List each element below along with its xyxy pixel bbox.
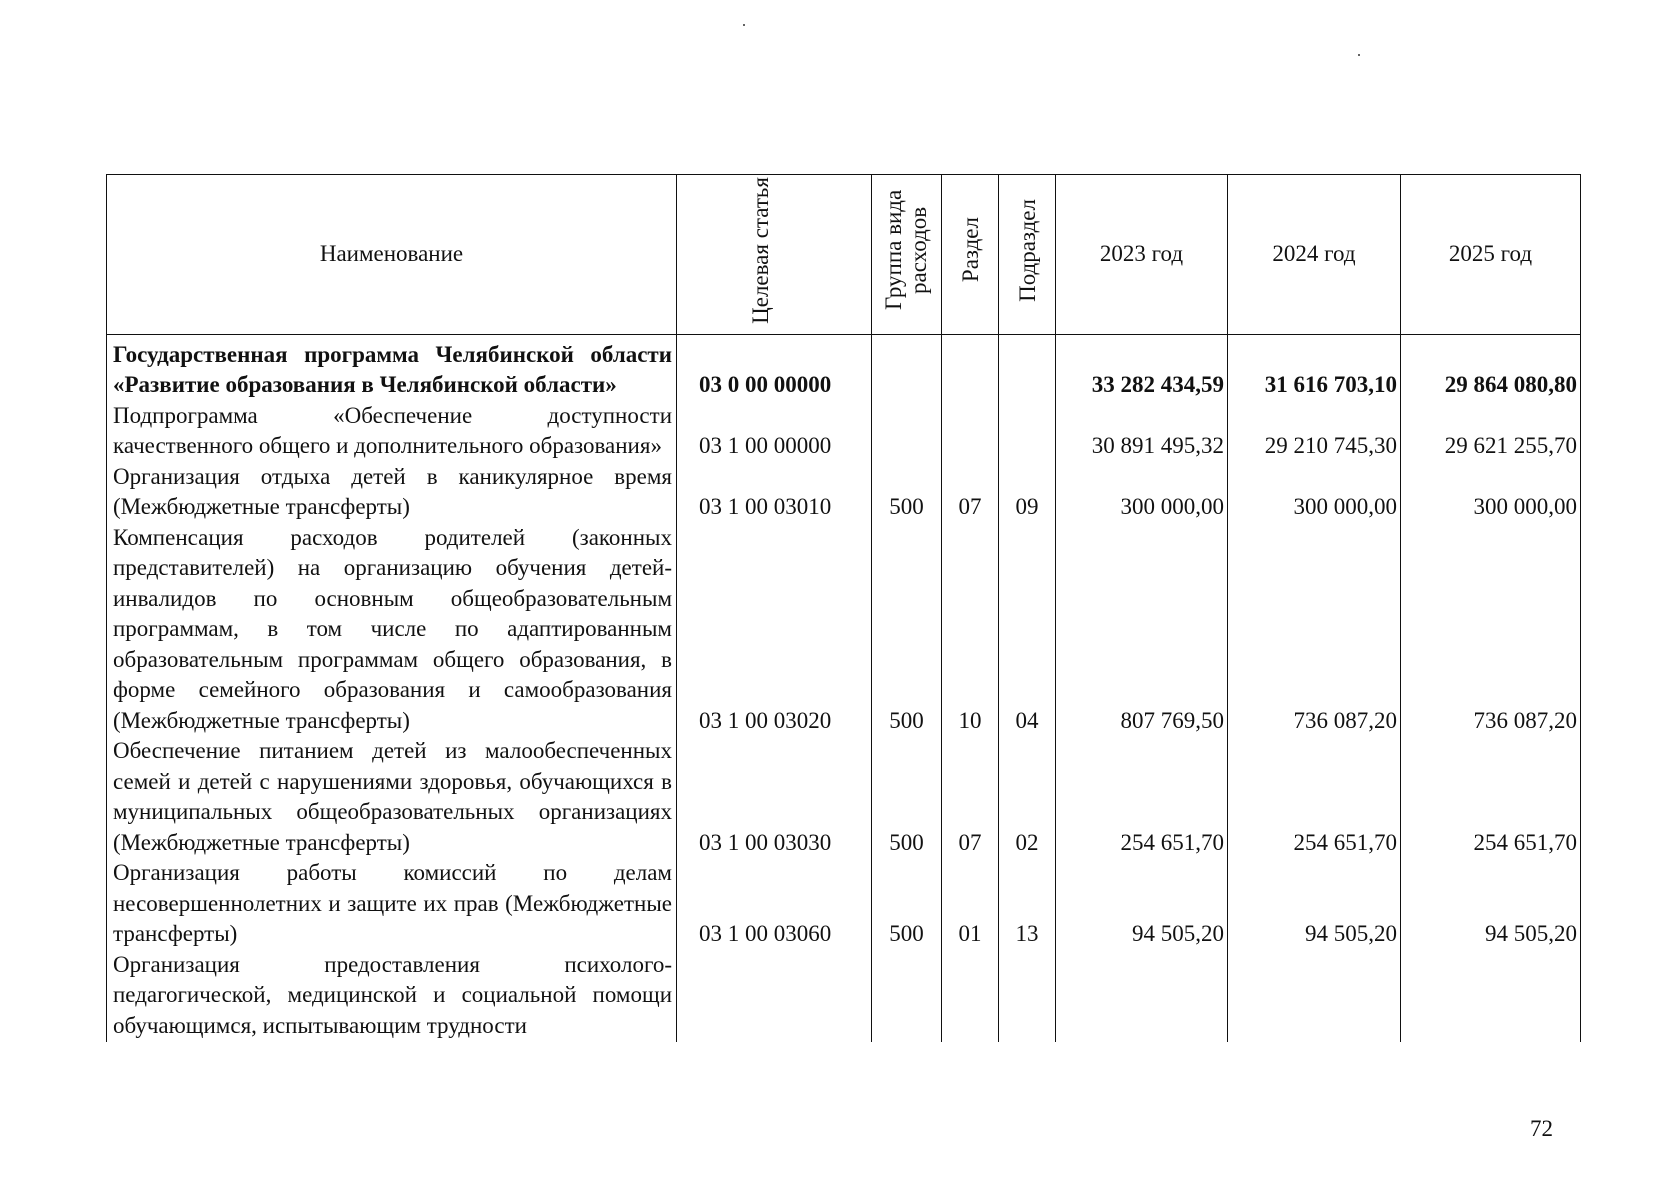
row-subsection: 13: [999, 858, 1056, 950]
row-amount-2024: 736 087,20: [1228, 523, 1401, 737]
header-target-article: Целевая статья: [677, 175, 872, 335]
row-name: Компенсация расходов родителей (законных представителей) на организацию обучения детей-инвалидов по основным общеобразовательным программам, в том числе по адаптированным образовательным программам общего образования, в форме семейного образования и самообразования (Межбюджетные трансферты): [107, 523, 677, 737]
row-amount-2025: 300 000,00: [1401, 462, 1581, 523]
row-subsection: 09: [999, 462, 1056, 523]
row-subsection: [999, 950, 1056, 1042]
table-row: [107, 401, 1581, 462]
table-row: [107, 462, 1581, 523]
row-amount-2024: 31 616 703,10: [1228, 334, 1401, 401]
row-amount-2023: 807 769,50: [1056, 523, 1228, 737]
row-amount-2025: 736 087,20: [1401, 523, 1581, 737]
row-amount-2023: 300 000,00: [1056, 462, 1228, 523]
row-subsection: 04: [999, 523, 1056, 737]
row-amount-2023: 30 891 495,32: [1056, 401, 1228, 462]
row-section: [942, 334, 999, 401]
row-amount-2023: [1056, 950, 1228, 1042]
row-expense-group: 500: [872, 462, 942, 523]
row-expense-group: [872, 334, 942, 401]
header-expense-group: Группа вида расходов: [872, 175, 942, 335]
row-name: Организация отдыха детей в каникулярное время (Межбюджетные трансферты): [107, 462, 677, 523]
row-amount-2024: 29 210 745,30: [1228, 401, 1401, 462]
row-target-article: 03 1 00 03020: [677, 523, 872, 737]
header-year-2024: 2024 год: [1228, 175, 1401, 335]
table-row: [107, 858, 1581, 950]
row-subsection: [999, 334, 1056, 401]
row-target-article: 03 0 00 00000: [677, 334, 872, 401]
row-amount-2024: 94 505,20: [1228, 858, 1401, 950]
page-number: 72: [1530, 1116, 1553, 1141]
row-name: Подпрограмма «Обеспечение доступности качественного общего и дополнительного образования»: [107, 401, 677, 462]
row-target-article: 03 1 00 03030: [677, 736, 872, 858]
row-target-article: 03 1 00 00000: [677, 401, 872, 462]
row-target-article: [677, 950, 872, 1042]
row-amount-2025: 29 864 080,80: [1401, 334, 1581, 401]
row-target-article: 03 1 00 03060: [677, 858, 872, 950]
row-amount-2024: [1228, 950, 1401, 1042]
scan-speck: [1358, 54, 1360, 56]
row-expense-group: 500: [872, 736, 942, 858]
row-section: 07: [942, 462, 999, 523]
row-expense-group: 500: [872, 858, 942, 950]
row-section: [942, 950, 999, 1042]
header-name: Наименование: [107, 175, 677, 335]
row-section: 10: [942, 523, 999, 737]
row-subsection: 02: [999, 736, 1056, 858]
row-amount-2025: 254 651,70: [1401, 736, 1581, 858]
row-name: Обеспечение питанием детей из малообеспеченных семей и детей с нарушениями здоровья, обучающихся в муниципальных общеобразовательных организациях (Межбюджетные трансферты): [107, 736, 677, 858]
header-year-2023: 2023 год: [1056, 175, 1228, 335]
row-name: Государственная программа Челябинской области «Развитие образования в Челябинской области»: [107, 334, 677, 401]
row-target-article: 03 1 00 03010: [677, 462, 872, 523]
row-amount-2024: 254 651,70: [1228, 736, 1401, 858]
row-amount-2025: 94 505,20: [1401, 858, 1581, 950]
row-amount-2023: 33 282 434,59: [1056, 334, 1228, 401]
budget-table: [106, 174, 1581, 1042]
table-row: [107, 523, 1581, 737]
table-row: [107, 950, 1581, 1042]
table-row: [107, 736, 1581, 858]
table-header-row: [107, 175, 1581, 335]
header-year-2025: 2025 год: [1401, 175, 1581, 335]
header-subsection: Подраздел: [999, 175, 1056, 335]
row-name: Организация предоставления психолого-педагогической, медицинской и социальной помощи обучающимся, испытывающим трудности: [107, 950, 677, 1042]
scan-speck: [743, 24, 745, 26]
row-section: [942, 401, 999, 462]
row-amount-2024: 300 000,00: [1228, 462, 1401, 523]
row-amount-2025: 29 621 255,70: [1401, 401, 1581, 462]
row-amount-2023: 94 505,20: [1056, 858, 1228, 950]
row-amount-2023: 254 651,70: [1056, 736, 1228, 858]
row-expense-group: [872, 401, 942, 462]
table-row: [107, 334, 1581, 401]
header-section: Раздел: [942, 175, 999, 335]
row-section: 01: [942, 858, 999, 950]
row-subsection: [999, 401, 1056, 462]
row-amount-2025: [1401, 950, 1581, 1042]
row-expense-group: 500: [872, 523, 942, 737]
row-name: Организация работы комиссий по делам несовершеннолетних и защите их прав (Межбюджетные трансферты): [107, 858, 677, 950]
row-section: 07: [942, 736, 999, 858]
row-expense-group: [872, 950, 942, 1042]
